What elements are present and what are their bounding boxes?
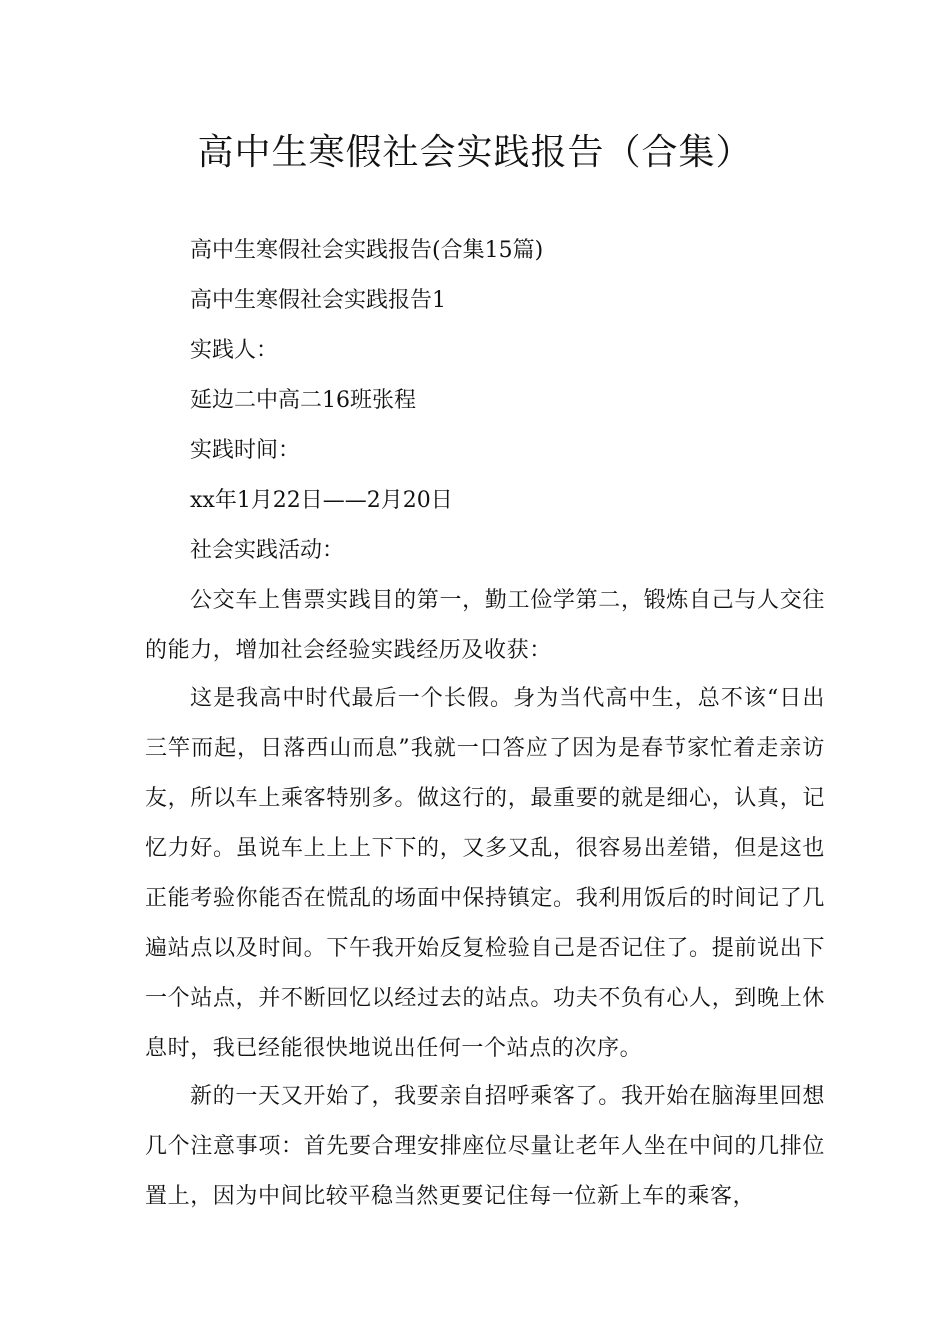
body-paragraph-1: 公交车上售票实践目的第一，勤工俭学第二，锻炼自己与人交往的能力，增加社会经验实践经历及收获： (145, 588, 825, 663)
practice-time-label: 实践时间： (190, 438, 301, 463)
practice-time-value: xx年1月22日——2月20日 (190, 488, 453, 513)
body-paragraph-3: 新的一天又开始了，我要亲自招呼乘客了。我开始在脑海里回想几个注意事项：首先要合理安排座位尽量让老年人坐在中间的几排位置上，因为中间比较平稳当然更要记住每一位新上车的乘客， (145, 1084, 825, 1209)
report-heading-line: 高中生寒假社会实践报告1 (190, 288, 446, 313)
body-paragraph-2: 这是我高中时代最后一个长假。身为当代高中生，总不该“日出三竿而起，日落西山而息”我就一口答应了因为是春节家忙着走亲访友，所以车上乘客特别多。做这行的，最重要的就是细心，认真，记忆力好。虽说车上上上下下的，又多又乱，很容易出差错，但是这也正能考验你能否在慌乱的场面中保持镇定。我利用饭后的时间记了几遍站点以及时间。下午我开始反复检验自己是否记住了。提前说出下一个站点，并不断回忆以经过去的站点。功夫不负有心人，到晚上休息时，我已经能很快地说出任何一个站点的次序。 (145, 686, 825, 1061)
practitioner-label: 实践人： (190, 338, 279, 363)
practitioner-value: 延边二中高二16班张程 (190, 388, 416, 413)
document-title: 高中生寒假社会实践报告（合集） (197, 132, 753, 173)
activity-label: 社会实践活动： (190, 538, 345, 563)
subtitle-line: 高中生寒假社会实践报告(合集15篇) (190, 238, 544, 263)
